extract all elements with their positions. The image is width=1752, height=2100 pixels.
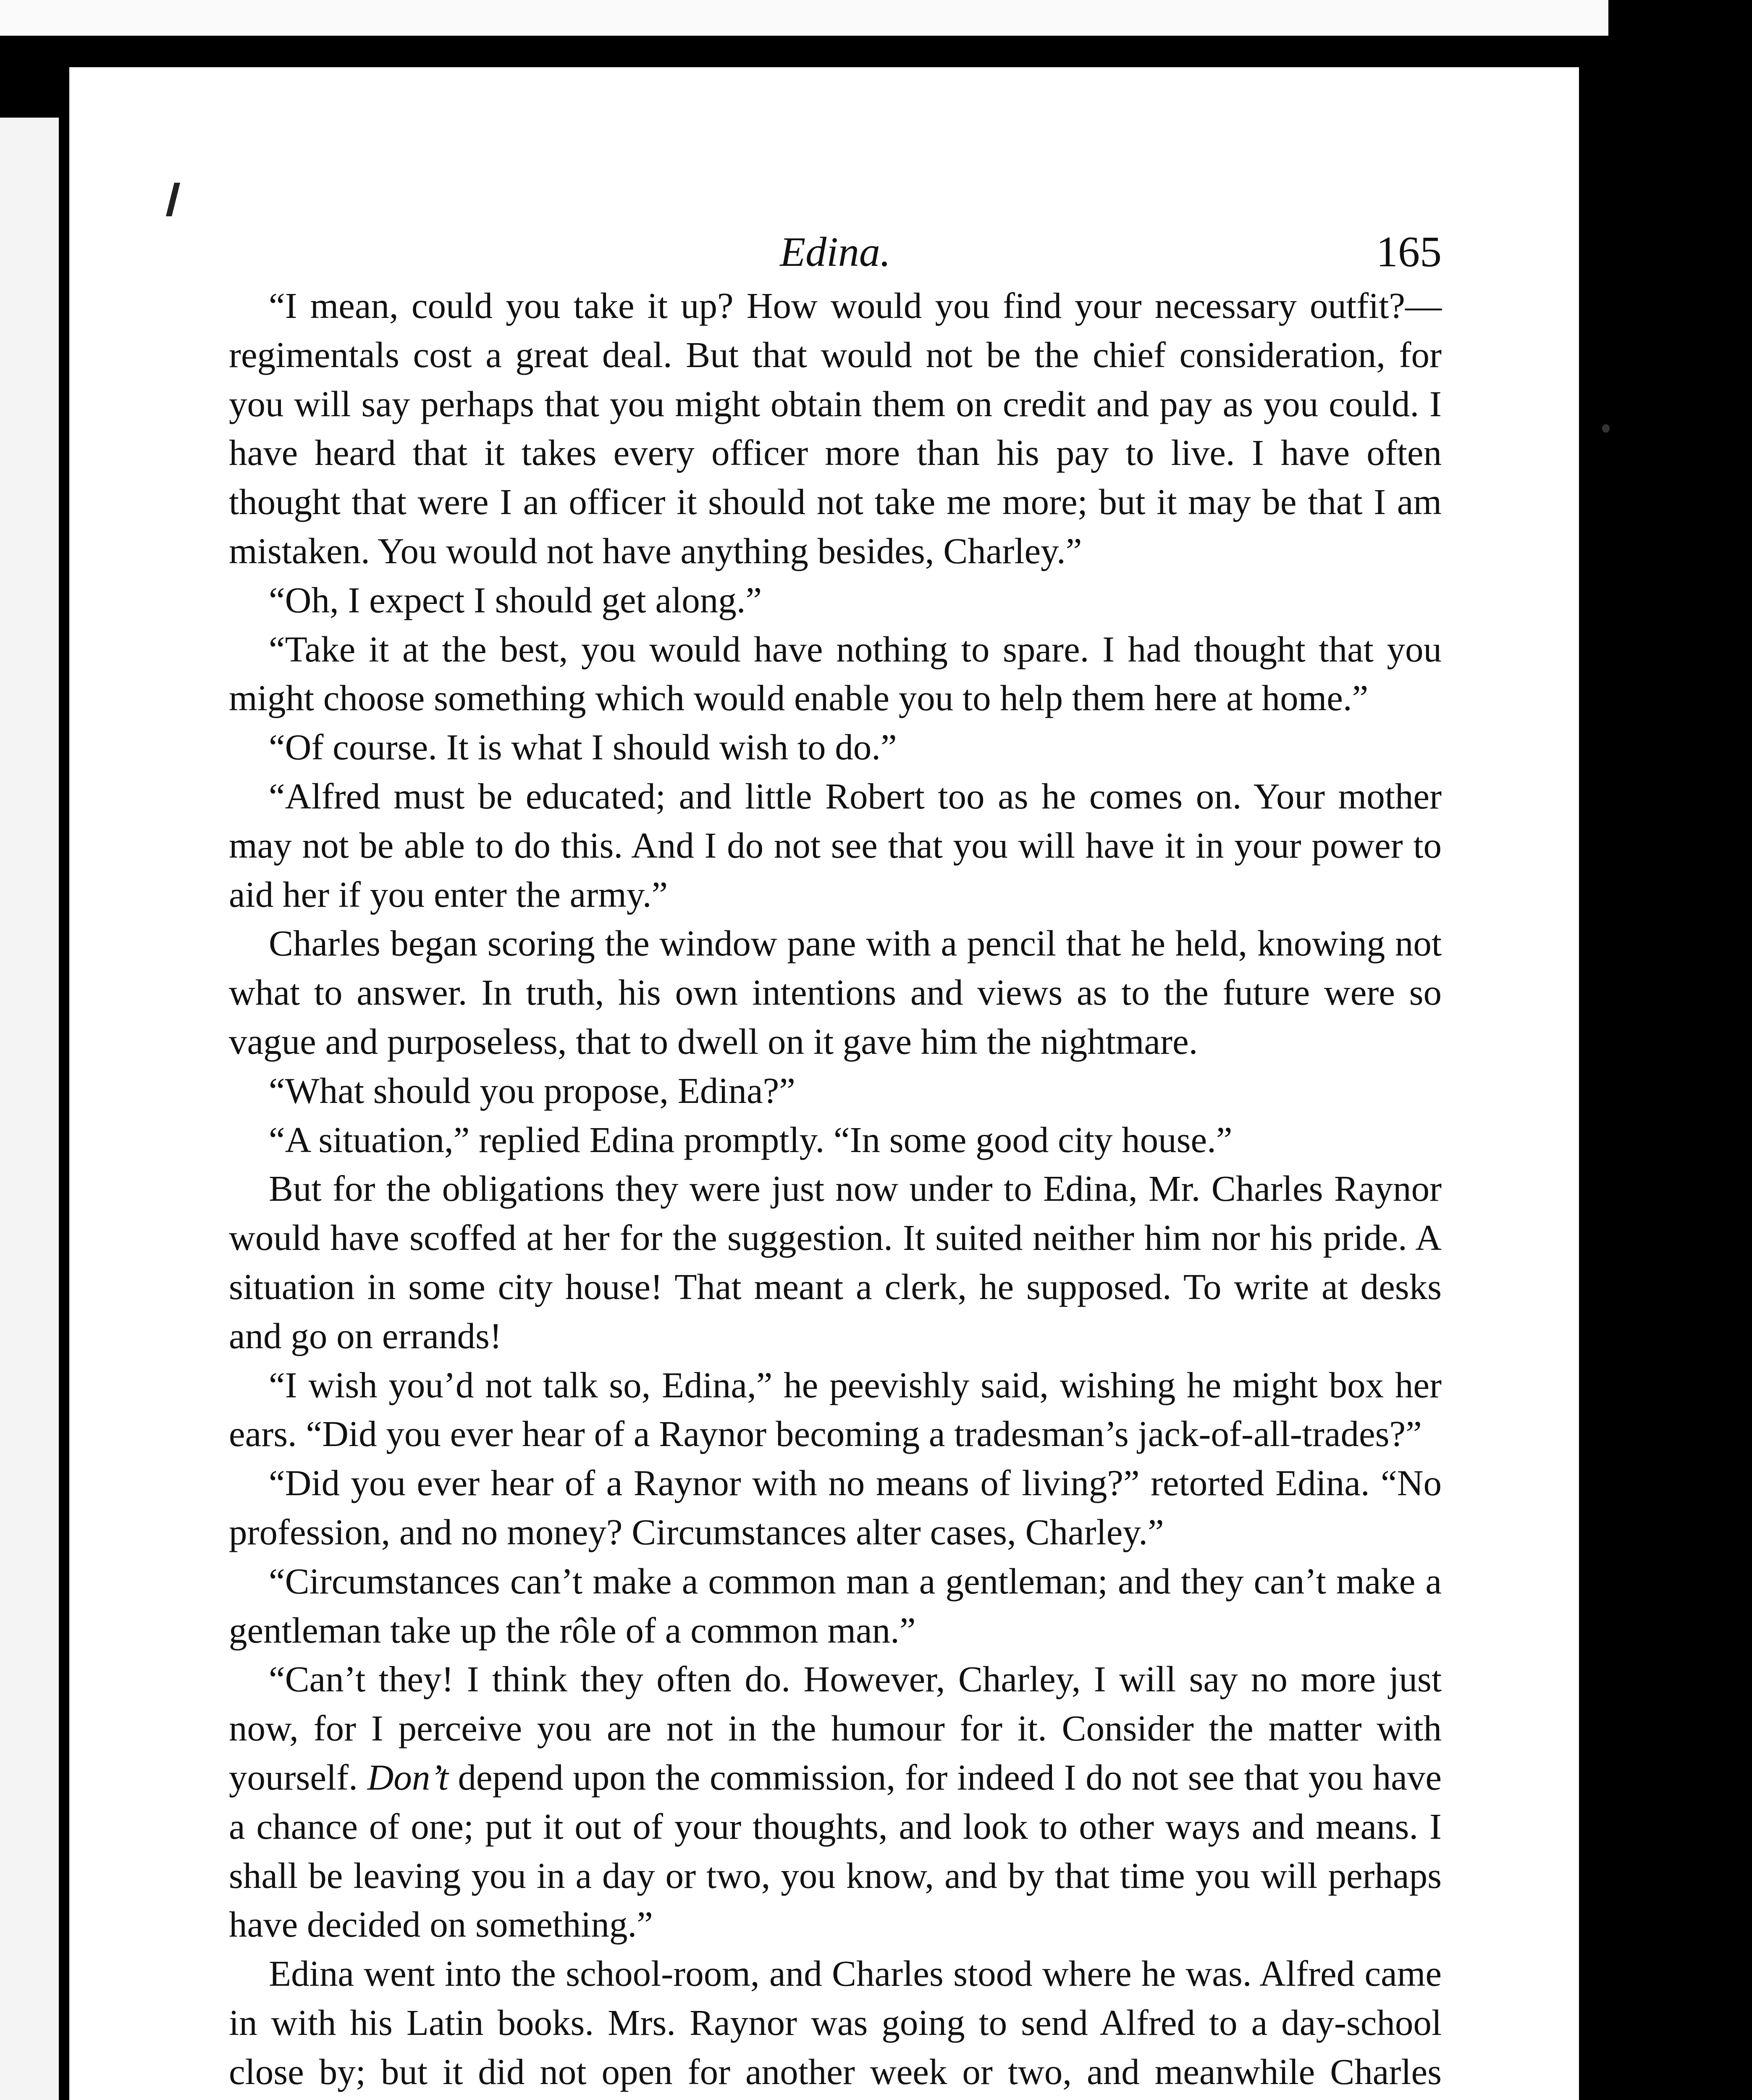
paragraph: “Oh, I expect I should get along.” xyxy=(269,579,762,620)
page-number: 165 xyxy=(1376,228,1442,276)
paragraph: “Take it at the best, you would have nothing to spare. I had thought that you might choose something which would enable you to help them here at home.” xyxy=(229,628,1442,719)
paragraph: “A situation,” replied Edina promptly. “In some good city house.” xyxy=(269,1119,1233,1160)
adjacent-page-edge-left xyxy=(0,118,59,2100)
margin-pencil-mark xyxy=(166,183,180,216)
paragraph: But for the obligations they were just now under to Edina, Mr. Charles Raynor would have scoffed at her for the suggestion. It suited neither him nor his pride. A situation in some city house! That meant a clerk, he supposed. To write at desks and go on errands! xyxy=(229,1168,1442,1356)
paragraph: “Alfred must be educated; and little Robert too as he comes on. Your mother may not be able to do this. And I do not see that you will have it in your power to aid her if you enter the army.” xyxy=(229,775,1442,915)
paragraph: “Of course. It is what I should wish to do.” xyxy=(269,727,897,768)
emphasized-word: Don’t xyxy=(367,1756,448,1798)
paragraph: “What should you propose, Edina?” xyxy=(269,1070,795,1111)
running-head-title: Edina. xyxy=(780,228,891,275)
paragraph: “I wish you’d not talk so, Edina,” he peevishly said, wishing he might box her ears. “Did you ever hear of a Raynor becoming a tradesman’s jack-of-all-trades?” xyxy=(229,1364,1442,1454)
running-head xyxy=(229,223,1442,281)
page-text-block xyxy=(229,223,1442,2100)
margin-dot-mark xyxy=(1602,424,1610,433)
paragraph-text: “Can’t they! I think they often do. However, Charley, I will say no more just now, for I perceive you are not in the humour for it. Consider the matter with yourself. xyxy=(229,1659,1442,1798)
paragraph: “Did you ever hear of a Raynor with no means of living?” retorted Edina. “No profession, and no money? Circumstances alter cases, Charley.” xyxy=(229,1462,1442,1552)
paragraph: “I mean, could you take it up? How would you find your necessary outfit?—regimentals cost a great deal. But that would not be the chief consideration, for you will say perhaps that you might obtain them on credit and pay as you could. I have heard that it takes every officer more than his pay to live. I have often thought that were I an officer it should not take me more; but it may be that I am mistaken. You would not have anything besides, Charley.” xyxy=(229,285,1442,571)
paragraph xyxy=(229,1655,1442,1949)
paragraph: “Circumstances can’t make a common man a gentleman; and they can’t make a gentleman take up the rôle of a common man.” xyxy=(229,1560,1442,1651)
paragraph: Edina went into the school-room, and Charles stood where he was. Alfred came in with his Latin books. Mrs. Raynor was going to send Alfred to a day-school close by; but it did not open for another week or two, and meanwhile Charles xyxy=(229,1953,1442,2092)
adjacent-page-edge-top xyxy=(0,0,1608,36)
paragraph-text: depend upon the commission, for indeed I do not see that you have a chance of one; put it out of your thoughts, and look to other ways and means. I shall be leaving you in a day or two, you know, and by that time you will perhaps have decided on something.” xyxy=(229,1756,1442,1945)
paragraph: Charles began scoring the window pane with a pencil that he held, knowing not what to answer. In truth, his own intentions and views as to the future were so vague and purposeless, that to dwell on it gave him the nightmare. xyxy=(229,923,1442,1062)
